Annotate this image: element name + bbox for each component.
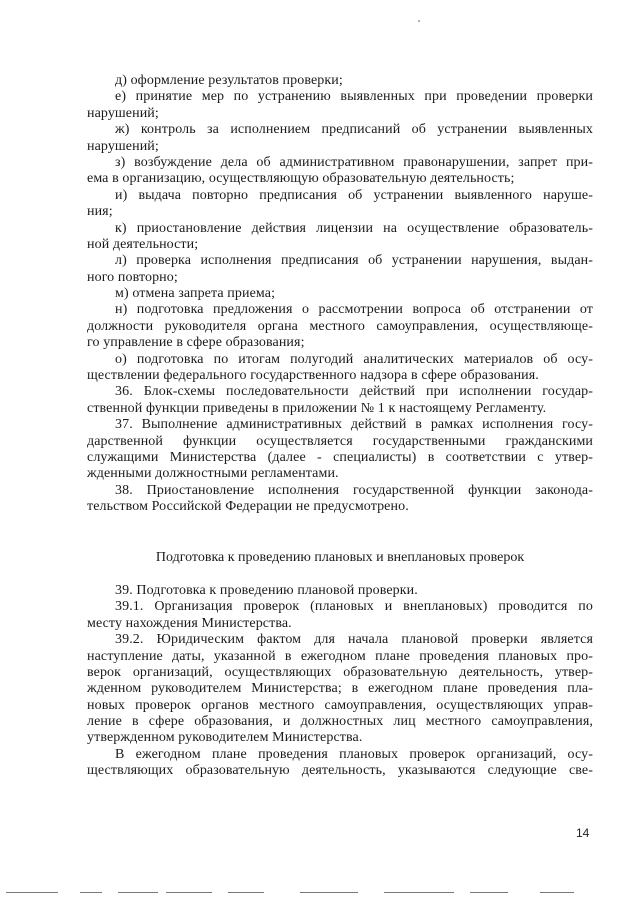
text-line: служащими Министерства (далее - специалисты) в соответствии с утвер- (87, 449, 593, 465)
text-line: жденном руководителем Министерства; в ежегодном плане проведения пла- (87, 681, 593, 697)
text-line: новых проверок органов местного самоуправления, осуществляющих управ- (87, 697, 593, 713)
text-line: дарственной функции осуществляется государственными гражданскими (87, 433, 593, 449)
text-line: верок организаций, осуществляющих образовательную деятельность, утвер- (87, 664, 593, 680)
text-line: ной деятельности; (87, 236, 199, 252)
text-line: 39.1. Организация проверок (плановых и внеплановых) проводится по (115, 599, 593, 615)
paragraphs-block-1 (87, 73, 593, 516)
text-line: ния; (87, 204, 113, 220)
document-body (87, 73, 593, 780)
paragraphs-block-2 (87, 583, 593, 780)
text-line: ление в сфере образования, и должностных лиц местного самоуправления, (87, 714, 593, 730)
text-line: ж) контроль за исполнением предписаний об устранении выявленных (115, 122, 593, 138)
text-line: н) подготовка предложения о рассмотрении вопроса об отстранении от (115, 302, 593, 318)
text-line: должности руководителя органа местного самоуправления, осуществляюще- (87, 318, 593, 334)
text-line: о) подготовка по итогам полугодий аналитических материалов об осу- (115, 351, 593, 367)
text-line: е) принятие мер по устранению выявленных при проведении проверки (115, 89, 593, 105)
text-line: д) оформление результатов проверки; (115, 73, 343, 88)
text-line: к) приостановление действия лицензии на осуществление образователь- (115, 220, 593, 236)
text-line: нарушений; (87, 138, 159, 154)
text-line: 37. Выполнение административных действий в рамках исполнения госу- (115, 417, 593, 433)
text-line: з) возбуждение дела об административном правонарушении, запрет при- (115, 154, 593, 170)
text-line: 39. Подготовка к проведению плановой проверки. (115, 582, 418, 598)
text-line: 39.2. Юридическим фактом для начала плановой проверки является (115, 632, 593, 648)
section-heading: Подготовка к проведению плановых и внеплановых проверок (155, 549, 525, 565)
text-line: л) проверка исполнения предписания об устранении нарушения, выдан- (115, 253, 593, 269)
text-line: м) отмена запрета приема; (115, 286, 276, 302)
text-line: ного повторно; (87, 269, 178, 285)
text-line: и) выдача повторно предписания об устранении выявленного наруше- (115, 187, 593, 203)
text-line: жденными должностными регламентами. (87, 466, 339, 482)
text-line: 36. Блок-схемы последовательности действий при исполнении государ- (115, 384, 593, 400)
text-line: тельством Российской Федерации не предусмотрено. (87, 499, 409, 515)
text-line: 38. Приостановление исполнения государственной функции законода- (115, 482, 593, 498)
text-line: ема в организацию, осуществляющую образовательную деятельность; (87, 171, 515, 187)
text-line: наступление даты, указанной в ежегодном плане проведения плановых про- (87, 648, 593, 664)
text-line: го управление в сфере образования; (87, 335, 305, 351)
text-line: В ежегодном плане проведения плановых проверок организаций, осу- (115, 746, 593, 762)
text-line: ществляющих образовательную деятельность, указываются следующие све- (87, 763, 593, 779)
text-line: утвержденном руководителем Министерства. (87, 730, 363, 746)
text-line: ственной функции приведены в приложении № 1 к настоящему Регламенту. (87, 400, 547, 416)
page-number: 14 (576, 826, 590, 840)
text-line: месту нахождения Министерства. (87, 615, 292, 631)
text-line: нарушений; (87, 105, 159, 121)
text-line: ществлении федерального государственного надзора в сфере образования. (87, 368, 539, 384)
